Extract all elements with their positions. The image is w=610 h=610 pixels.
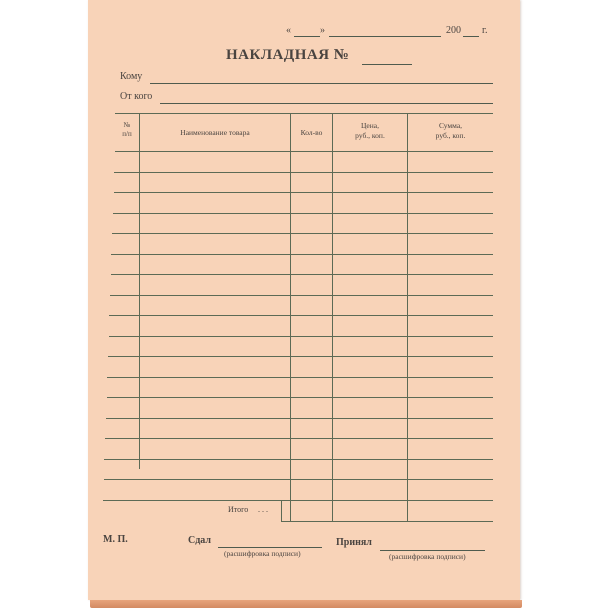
table-row-line <box>105 438 493 439</box>
total-dots: . . . <box>258 505 268 514</box>
table-row-line <box>108 356 493 357</box>
table-row-line <box>107 377 493 378</box>
table-body-bottom-border <box>103 500 493 501</box>
column-header-sum-line1: Сумма, <box>438 121 463 130</box>
column-header-price-line1: Цена, <box>361 121 379 130</box>
column-header-price <box>333 121 407 141</box>
table-row-line <box>112 233 493 234</box>
table-row-line <box>114 172 493 173</box>
date-close-quote: » <box>320 25 325 36</box>
paper-stack-edge <box>90 600 522 608</box>
table-row-line <box>106 418 493 419</box>
column-header-price-line2: руб., коп. <box>355 131 385 140</box>
received-label: Принял <box>336 537 372 548</box>
table-row-line <box>114 192 493 193</box>
column-header-sum <box>408 121 493 141</box>
date-day-blank <box>294 36 320 37</box>
column-header-goods-name: Наименование товара <box>180 128 250 137</box>
table-row-line <box>109 336 493 337</box>
received-signature-line <box>380 550 485 551</box>
handed-label: Сдал <box>188 535 211 546</box>
table-row-line <box>104 459 493 460</box>
column-header-number <box>115 121 139 139</box>
total-row-bottom-border <box>281 521 493 522</box>
to-field-line <box>150 83 493 84</box>
table-top-border <box>115 113 493 114</box>
date-year-suffix: г. <box>482 25 488 36</box>
from-field-line <box>160 103 493 104</box>
date-year-prefix: 200 <box>446 25 461 36</box>
column-divider-1 <box>139 113 140 469</box>
date-year-blank <box>463 36 479 37</box>
stamp-label: М. П. <box>103 534 128 545</box>
column-header-quantity: Кол-во <box>300 128 323 137</box>
to-label: Кому <box>120 71 143 82</box>
table-row-line <box>104 479 493 480</box>
table-row-line <box>113 213 493 214</box>
table-row-line <box>109 315 493 316</box>
table-header-border <box>115 151 493 152</box>
table-row-line <box>107 397 493 398</box>
date-open-quote: « <box>286 25 291 36</box>
total-row-left-border <box>281 500 282 521</box>
column-header-number-line1: № <box>123 121 131 129</box>
total-label: Итого <box>228 505 249 514</box>
table-row-line <box>110 295 493 296</box>
page-title: НАКЛАДНАЯ № <box>226 47 350 63</box>
handed-hint: (расшифровка подписи) <box>224 549 301 558</box>
column-header-sum-line2: руб., коп. <box>435 131 466 140</box>
column-header-number-line2: п/п <box>122 130 132 138</box>
table-row-line <box>111 254 493 255</box>
table-row-line <box>111 274 493 275</box>
date-month-blank <box>329 36 441 37</box>
received-hint: (расшифровка подписи) <box>389 552 466 561</box>
invoice-number-blank <box>362 64 412 65</box>
handed-signature-line <box>218 547 322 548</box>
from-label: От кого <box>120 91 153 102</box>
invoice-form-sheet <box>88 0 520 600</box>
